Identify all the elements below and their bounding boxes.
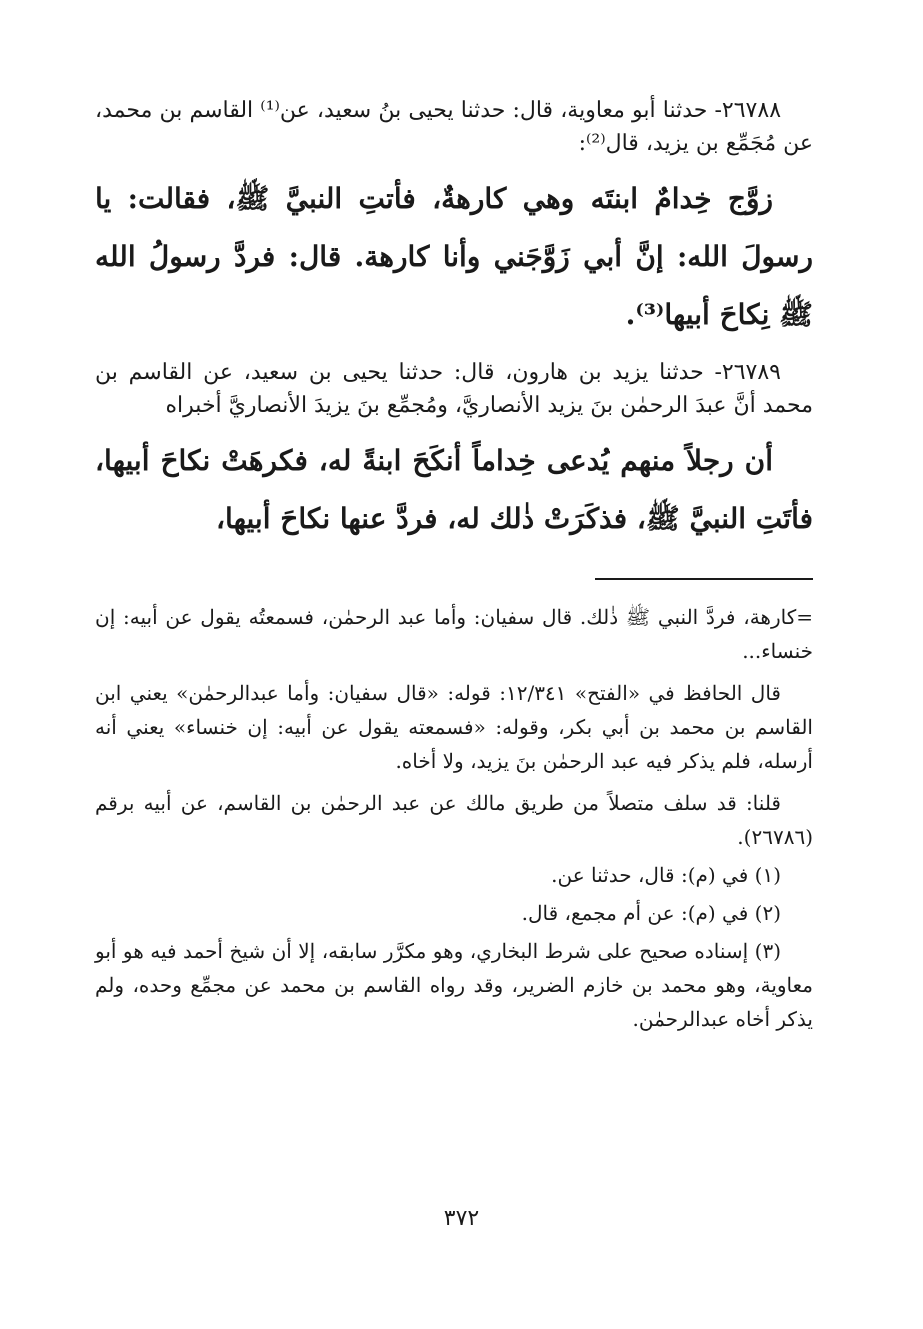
hadith-26789-text: أن رجلاً منهم يُدعى خِداماً أنكَحَ ابنةً له، فكرهَتْ نكاحَ أبيها، فأتَتِ النبيَّ ﷺ، فذكَرَتْ ذٰلك له، فردَّ عنها نكاحَ أبيها،: [95, 444, 813, 535]
hadith-26788-chain: ٢٦٧٨٨- حدثنا أبو معاوية، قال: حدثنا يحيى بنُ سعيد، عن⁽¹⁾ القاسم بن محمد، عن مُجَمِّع بن يزيد، قال⁽²⁾:: [95, 98, 813, 156]
footnote-1: (١) في (م): قال، حدثنا عن.: [551, 863, 781, 887]
footnote-2: (٢) في (م): عن أم مجمع، قال.: [521, 901, 781, 925]
footnote-editor-note: قلنا: قد سلف متصلاً من طريق مالك عن عبد الرحمٰن بن القاسم، عن أبيه برقم (٢٦٧٨٦).: [95, 791, 813, 849]
footnote-continuation: =كارهة، فردَّ النبي ﷺ ذٰلك. قال سفيان: وأما عبد الرحمٰن، فسمعتُه يقول عن أبيه: إن خنساء...: [95, 605, 813, 663]
page-body: [95, 88, 813, 1036]
hadith-26789-chain: ٢٦٧٨٩- حدثنا يزيد بن هارون، قال: حدثنا يحيى بن سعيد، عن القاسم بن محمد أنَّ عبدَ الرحمٰن بنَ يزيد الأنصاريَّ، ومُجمِّع بنَ يزيدَ الأنصاريَّ أخبراه: [95, 360, 813, 418]
page-number: ٣٧٢: [443, 1206, 480, 1231]
footnote-fath-quote: قال الحافظ في «الفتح» ١٢/٣٤١: قوله: «قال سفيان: وأما عبدالرحمٰن» يعني ابن القاسم بن محمد بن أبي بكر، وقوله: «فسمعته يقول عن أبيه: إن خنساء» يعني أنه أرسله، فلم يذكر فيه عبد الرحمٰن بنَ يزيد، ولا أخاه.: [95, 681, 813, 773]
footnote-separator: [595, 578, 813, 580]
hadith-26788-text: زوَّج خِدامٌ ابنتَه وهي كارهةٌ، فأتتِ النبيَّ ﷺ، فقالت: يا رسولَ الله: إنَّ أبي زَوَّجَني وأنا كارهة. قال: فردَّ رسولُ الله ﷺ نِكاحَ أبيها⁽³⁾.: [95, 182, 813, 331]
footnote-3: (٣) إسناده صحيح على شرط البخاري، وهو مكرَّر سابقه، إلا أن شيخ أحمد فيه هو أبو معاوية، وهو محمد بن خازم الضرير، وقد رواه القاسم بن محمد عن مجمِّع وحده، ولم يذكر أخاه عبدالرحمٰن.: [95, 939, 813, 1031]
footnotes-section: [95, 600, 813, 1036]
